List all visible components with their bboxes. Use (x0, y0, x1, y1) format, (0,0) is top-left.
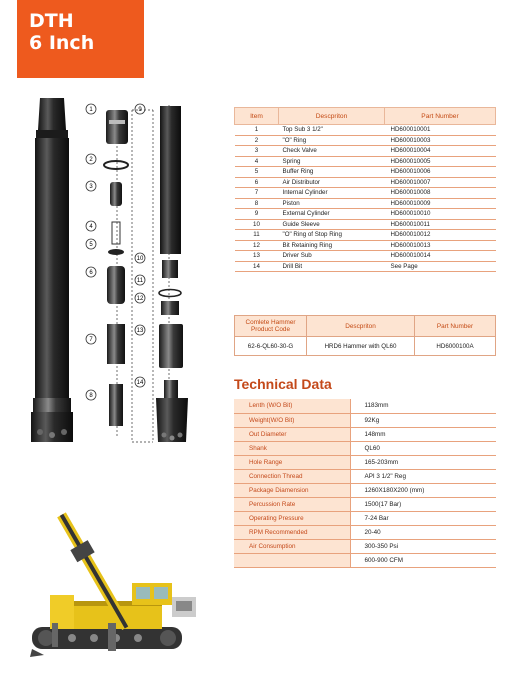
table-row (234, 483, 496, 497)
spec-label: Package Diamension (234, 483, 350, 497)
header-hammer-description: Descpriton (307, 316, 415, 337)
spec-label: RPM Recommended (234, 525, 350, 539)
parts-item-number: 12 (235, 240, 279, 251)
table-row (235, 230, 496, 241)
spec-value: 92Kg (350, 413, 496, 427)
hammer-description: HRD6 Hammer with QL60 (307, 337, 415, 356)
parts-item-number: 9 (235, 209, 279, 220)
header-product-code: Comlete Hammer Product Code (235, 316, 307, 337)
table-row (234, 539, 496, 553)
part-air-distributor (107, 266, 125, 304)
part-piston (109, 384, 123, 426)
part-stop-ring-o-ring (159, 290, 181, 297)
exploded-parts-diagram (0, 90, 226, 460)
callout-13: 13 (136, 328, 144, 334)
table-row (235, 198, 496, 209)
callout-11: 11 (136, 278, 144, 284)
part-bit-retaining-ring (161, 301, 179, 315)
spec-label: Out Diameter (234, 427, 350, 441)
parts-description: Top Sub 3 1/2" (279, 125, 385, 136)
spec-label: Percussion Rate (234, 497, 350, 511)
spec-value: 1183mm (350, 399, 496, 413)
table-row (235, 219, 496, 230)
table-row (235, 167, 496, 178)
callout-12: 12 (136, 296, 144, 302)
parts-description: Internal Cylinder (279, 188, 385, 199)
parts-part-number: HD600010006 (385, 167, 496, 178)
parts-description: Check Valve (279, 146, 385, 157)
table-row (235, 177, 496, 188)
part-external-cylinder (160, 106, 181, 254)
parts-item-number: 1 (235, 125, 279, 136)
parts-description: Piston (279, 198, 385, 209)
table-row (235, 188, 496, 199)
technical-data-body (234, 399, 496, 567)
title-banner (17, 0, 144, 78)
parts-description: "O" Ring of Stop Ring (279, 230, 385, 241)
spec-value: 1500(17 Bar) (350, 497, 496, 511)
parts-description: Driver Sub (279, 251, 385, 262)
parts-description: Air Distributor (279, 177, 385, 188)
spec-label: Air Consumption (234, 539, 350, 553)
spec-label: Lenth (W/O Bit) (234, 399, 350, 413)
table-row (234, 511, 496, 525)
table-row (235, 146, 496, 157)
part-internal-cylinder (107, 324, 125, 364)
table-row (234, 427, 496, 441)
parts-item-number: 13 (235, 251, 279, 262)
parts-part-number: HD600010010 (385, 209, 496, 220)
callout-8: 8 (89, 393, 93, 399)
table-row (235, 135, 496, 146)
parts-part-number: HD600010005 (385, 156, 496, 167)
spec-value: 300-350 Psi (350, 539, 496, 553)
parts-table (234, 107, 496, 272)
assembled-hammer (31, 98, 73, 442)
callout-10: 10 (136, 256, 144, 262)
table-row (234, 469, 496, 483)
header-item: Item (235, 108, 279, 125)
table-row (234, 413, 496, 427)
part-buffer-ring (108, 249, 124, 255)
part-guide-sleeve (162, 260, 178, 278)
spec-value: 148mm (350, 427, 496, 441)
callout-2: 2 (89, 157, 93, 163)
banner-subtitle: 6 Inch (29, 32, 95, 54)
technical-data-title: Technical Data (234, 376, 332, 392)
table-row (234, 553, 496, 567)
callout-4: 4 (89, 224, 93, 230)
parts-item-number: 4 (235, 156, 279, 167)
part-driver-sub (159, 324, 183, 368)
spec-label (234, 553, 350, 567)
callout-1: 1 (89, 107, 93, 113)
table-row (235, 209, 496, 220)
technical-data-table (234, 399, 496, 568)
parts-item-number: 10 (235, 219, 279, 230)
parts-item-number: 6 (235, 177, 279, 188)
parts-part-number: HD600010001 (385, 125, 496, 136)
part-o-ring (104, 161, 128, 169)
part-check-valve (110, 182, 122, 206)
spec-value: 165-203mm (350, 455, 496, 469)
parts-part-number: HD600010014 (385, 251, 496, 262)
parts-part-number: HD600010007 (385, 177, 496, 188)
part-spring (112, 222, 120, 244)
table-row (235, 156, 496, 167)
spec-value: 1260X180X200 (mm) (350, 483, 496, 497)
parts-item-number: 7 (235, 188, 279, 199)
header-hammer-part-number: Part Number (415, 316, 496, 337)
parts-table-body (235, 125, 496, 272)
parts-description: Spring (279, 156, 385, 167)
parts-part-number: See Page (385, 261, 496, 272)
table-row (235, 251, 496, 262)
parts-part-number: HD600010013 (385, 240, 496, 251)
parts-part-number: HD600010004 (385, 146, 496, 157)
parts-item-number: 8 (235, 198, 279, 209)
table-row (234, 455, 496, 469)
table-row (234, 497, 496, 511)
callout-7: 7 (89, 337, 93, 343)
spec-value: QL60 (350, 441, 496, 455)
parts-item-number: 5 (235, 167, 279, 178)
table-row (234, 399, 496, 413)
parts-description: Guide Sleeve (279, 219, 385, 230)
parts-part-number: HD600010008 (385, 188, 496, 199)
hammer-product-code: 62-6-QL60-30-G (235, 337, 307, 356)
hammer-table-header (235, 316, 496, 337)
parts-description: Bit Retaining Ring (279, 240, 385, 251)
callout-9: 9 (138, 107, 142, 113)
parts-item-number: 11 (235, 230, 279, 241)
header-description: Descpriton (279, 108, 385, 125)
parts-item-number: 2 (235, 135, 279, 146)
callout-6: 6 (89, 270, 93, 276)
parts-description: External Cylinder (279, 209, 385, 220)
parts-description: Buffer Ring (279, 167, 385, 178)
callout-3: 3 (89, 184, 93, 190)
parts-part-number: HD600010011 (385, 219, 496, 230)
part-top-sub (106, 110, 128, 144)
callout-14: 14 (136, 380, 144, 386)
spec-label: Operating Pressure (234, 511, 350, 525)
parts-item-number: 14 (235, 261, 279, 272)
parts-description: "O" Ring (279, 135, 385, 146)
parts-part-number: HD600010009 (385, 198, 496, 209)
spec-value: 7-24 Bar (350, 511, 496, 525)
spec-label: Hole Range (234, 455, 350, 469)
table-row (234, 441, 496, 455)
parts-description: Drill Bit (279, 261, 385, 272)
hammer-part-number: HD6000100A (415, 337, 496, 356)
spec-value: 20-40 (350, 525, 496, 539)
parts-item-number: 3 (235, 146, 279, 157)
table-row (235, 125, 496, 136)
table-row (235, 261, 496, 272)
parts-part-number: HD600010003 (385, 135, 496, 146)
spec-value: API 3 1/2" Reg (350, 469, 496, 483)
hammer-table (234, 315, 496, 356)
parts-table-header (235, 108, 496, 125)
part-drill-bit (156, 380, 188, 442)
spec-value: 600-900 CFM (350, 553, 496, 567)
parts-part-number: HD600010012 (385, 230, 496, 241)
spec-label: Connection Thread (234, 469, 350, 483)
table-row (235, 240, 496, 251)
drilling-rig-image (22, 505, 212, 667)
spec-label: Shank (234, 441, 350, 455)
table-row (234, 525, 496, 539)
table-row (235, 337, 496, 356)
callout-5: 5 (89, 242, 93, 248)
spec-label: Weight(W/O Bit) (234, 413, 350, 427)
banner-title: DTH (29, 10, 74, 32)
header-part-number: Part Number (385, 108, 496, 125)
